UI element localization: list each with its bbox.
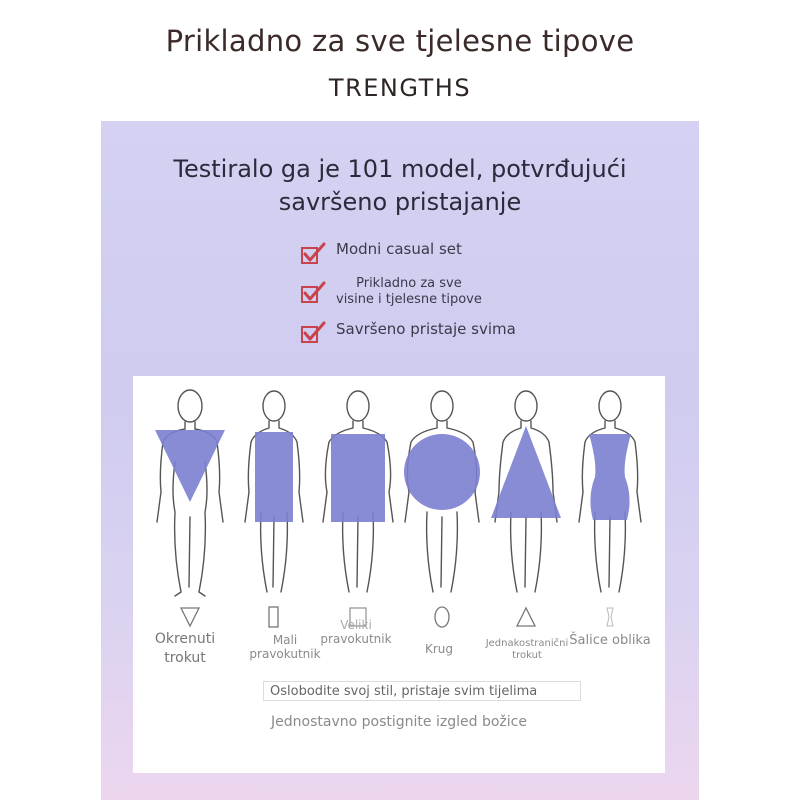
checklist-label: Savršeno pristaje svima	[336, 320, 516, 338]
body-type-label-line-1: Krug	[424, 642, 454, 656]
body-type-label-line-2: trokut	[164, 650, 206, 666]
body-type-label	[409, 642, 469, 656]
body-type-label-line-1: Šalice oblika	[569, 633, 651, 648]
checkbox-checked-icon	[300, 241, 326, 265]
headline-line-2: savršeno pristajanje	[278, 188, 522, 216]
checklist-label-line-1: Prikladno za sve	[356, 276, 462, 291]
body-type-label-line-2: pravokutnik	[320, 632, 392, 646]
body-type-label-line-1: Mali	[272, 633, 298, 647]
body-type-label	[147, 630, 223, 668]
body-figure-triangle	[483, 382, 569, 602]
checklist-item-fits-all	[300, 320, 516, 344]
body-type-label-line-1: Veliki	[340, 618, 372, 632]
body-type-label-line-2: pravokutnik	[249, 647, 321, 661]
headline-line-1: Testiralo ga je 101 model, potvrđujući	[173, 155, 627, 183]
checklist-label: Modni casual set	[336, 240, 462, 258]
hourglass-icon	[595, 604, 625, 630]
inverted-triangle-icon	[175, 604, 205, 630]
page-title: Prikladno za sve tjelesne tipove	[165, 24, 635, 58]
style-text-box: Oslobodite svoj stil, pristaje svim tijelima	[263, 681, 581, 701]
promo-panel	[101, 121, 699, 800]
body-figure-small-rectangle	[231, 382, 317, 602]
checklist-label	[336, 276, 482, 308]
body-type-label	[479, 638, 575, 662]
narrow-rectangle-icon	[259, 604, 289, 630]
triangle-icon	[511, 604, 541, 630]
body-figure-big-rectangle	[315, 382, 401, 602]
page-subtitle: TRENGTHS	[328, 74, 472, 102]
circle-icon	[427, 604, 457, 630]
checklist-label-line-2: visine i tjelesne tipove	[336, 292, 482, 307]
checklist-item-casual-set	[300, 241, 462, 265]
body-type-label-line-2: trokut	[512, 650, 542, 661]
body-figure-circle	[399, 382, 485, 602]
body-figure-inverted-triangle	[147, 382, 233, 602]
body-types-chart	[133, 376, 665, 773]
checkbox-checked-icon	[300, 280, 326, 304]
body-type-label-line-1: Okrenuti	[154, 631, 216, 647]
body-type-label	[567, 634, 653, 648]
tagline: Jednostavno postignite izgled božice	[271, 714, 527, 730]
checkbox-checked-icon	[300, 320, 326, 344]
body-type-label	[311, 618, 401, 646]
checklist-item-all-heights	[300, 276, 482, 308]
panel-headline	[101, 153, 699, 219]
body-type-label-line-1: Jednakostranični	[485, 638, 569, 649]
body-figure-hourglass	[567, 382, 653, 602]
